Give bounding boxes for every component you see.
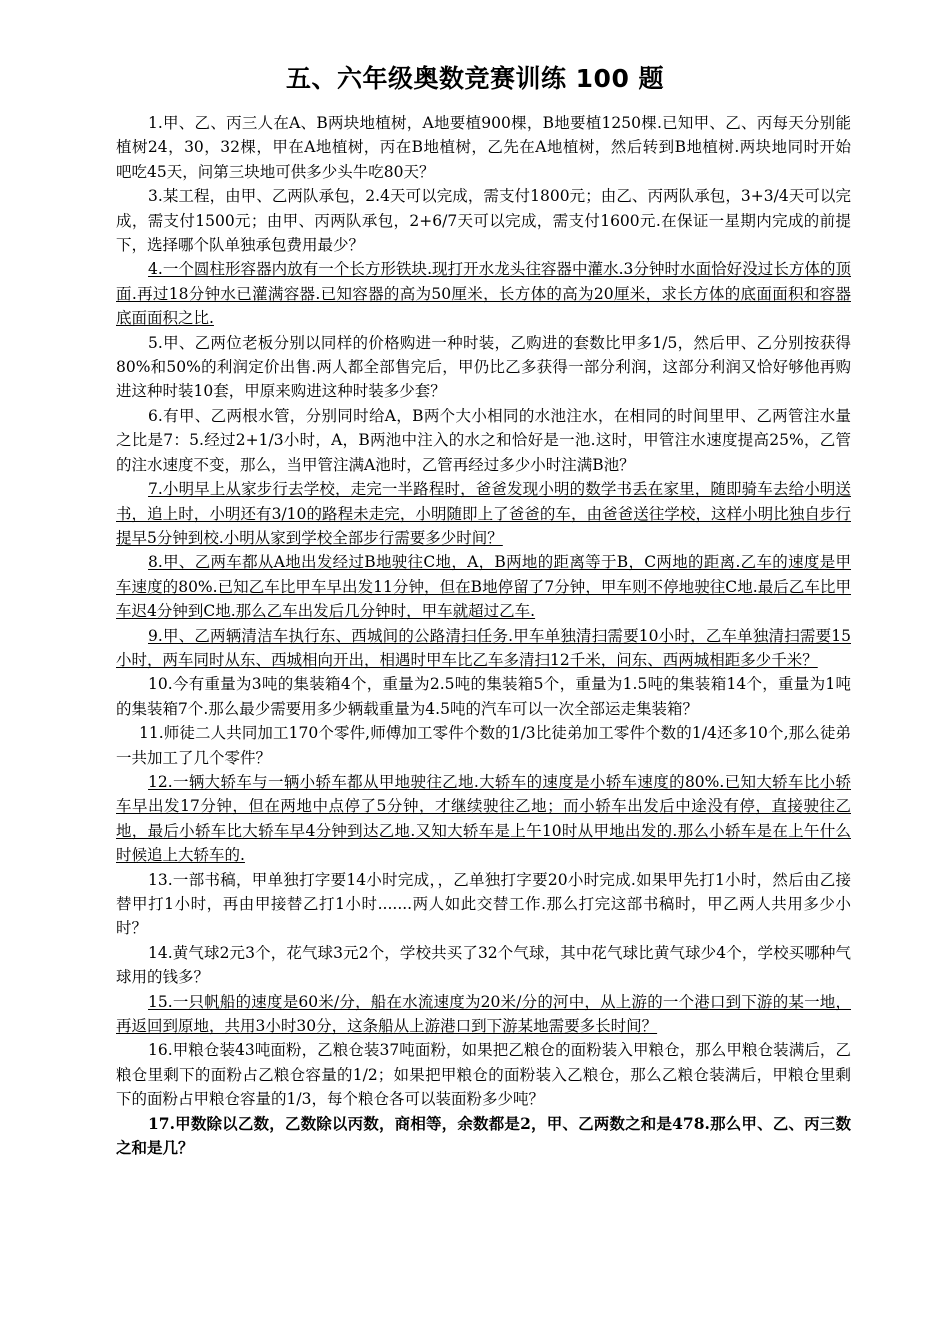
question-15-text: 15.一只帆船的速度是60米/分，船在水流速度为20米/分的河中，从上游的一个港口到下游的某一地，再返回到原地，共用3小时30分，这条船从上游港口到下游某地需要多长时间？ (116, 992, 851, 1036)
question-6-text: 6.有甲、乙两根水管，分别同时给A，B两个大小相同的水池注水，在相同的时间里甲、乙两管注水量之比是7：5.经过2+1/3小时，A，B两池中注入的水之和恰好是一池.这时，甲管注水速度提高25%，乙管的注水速度不变，那么，当甲管注满A池时，乙管再经过多少小时注满B池？ (116, 406, 851, 474)
question-9 (116, 624, 851, 673)
question-11-text: 11.师徒二人共同加工170个零件,师傅加工零件个数的1/3比徒弟加工零件个数的1/4还多10个,那么徒弟一共加工了几个零件？ (116, 724, 851, 767)
question-12 (116, 770, 851, 868)
question-17 (116, 1112, 851, 1161)
question-3 (116, 184, 851, 257)
question-16 (116, 1038, 851, 1111)
question-10-text: 10.今有重量为3吨的集装箱4个，重量为2.5吨的集装箱5个，重量为1.5吨的集装箱14个，重量为1吨的集装箱7个.那么最少需要用多少辆载重量为4.5吨的汽车可以一次全部运走集装箱？ (116, 675, 851, 718)
question-3-text: 3.某工程，由甲、乙两队承包，2.4天可以完成，需支付1800元；由乙、丙两队承包，3+3/4天可以完成，需支付1500元；由甲、丙两队承包，2+6/7天可以完成，需支付1600元.在保证一星期内完成的前提下，选择哪个队单独承包费用最少？ (116, 187, 851, 255)
document-title: 五、六年级奥数竞赛训练 100 题 (285, 64, 665, 93)
question-5-text: 5.甲、乙两位老板分别以同样的价格购进一种时装，乙购进的套数比甲多1/5，然后甲、乙分别按获得80%和50%的利润定价出售.两人都全部售完后，甲仍比乙多获得一部分利润，这部分利润又恰好够他再购进这种时装10套，甲原来购进这种时装多少套？ (116, 333, 851, 401)
question-8 (116, 550, 851, 623)
question-list (116, 111, 898, 1160)
question-1-text: 1.甲、乙、丙三人在A、B两块地植树，A地要植900棵，B地要植1250棵.已知甲、乙、丙每天分别能植树24，30，32棵，甲在A地植树，丙在B地植树，乙先在A地植树，然后转到B地植树.两块地同时开始 吧吃45天，问第三块地可供多少头牛吃80天？ (116, 114, 898, 181)
question-14 (116, 941, 851, 990)
question-8-text: 8.甲、乙两车都从A地出发经过B地驶往C地，A，B两地的距离等于B，C两地的距离.乙车的速度是甲车速度的80%.已知乙车比甲车早出发11分钟，但在B地停留了7分钟，甲车则不停地驶往C地.最后乙车比甲车迟4分钟到C地.那么乙车出发后几分钟时，甲车就超过乙车. (116, 553, 851, 621)
question-12-text: 12.一辆大轿车与一辆小轿车都从甲地驶往乙地.大轿车的速度是小轿车速度的80%.已知大轿车比小轿车早出发17分钟，但在两地中点停了5分钟，才继续驶往乙地；而小轿车出发后中途没有停，直接驶往乙地，最后小轿车比大轿车早4分钟到达乙地.又知大轿车是上午10时从甲地出发的.那么小轿车是在上午什么时候追上大轿车的. (116, 772, 851, 865)
question-4-text: 4.一个圆柱形容器内放有一个长方形铁块.现打开水龙头往容器中灌水.3分钟时水面恰好没过长方体的顶面.再过18分钟水已灌满容器.已知容器的高为50厘米，长方体的高为20厘米，求长方体的底面面积和容器底面面积之比. (116, 260, 851, 328)
question-11 (116, 721, 851, 770)
question-9-text: 9.甲、乙两辆清洁车执行东、西城间的公路清扫任务.甲车单独清扫需要10小时，乙车单独清扫需要15小时，两车同时从东、西城相向开出，相遇时甲车比乙车多清扫12千米，问东、西两城相距多少千米？ (116, 626, 851, 669)
question-7-text: 7.小明早上从家步行去学校，走完一半路程时，爸爸发现小明的数学书丢在家里，随即骑车去给小明送书，追上时，小明还有3/10的路程未走完，小明随即上了爸爸的车，由爸爸送往学校，这样小明比独自步行提早5分钟到校.小明从家到学校全部步行需要多少时间？ (116, 480, 851, 547)
question-13-text: 13.一部书稿，甲单独打字要14小时完成，，乙单独打字要20小时完成.如果甲先打1小时，然后由乙接替甲打1小时，再由甲接替乙打1小时.......两人如此交替工作.那么打完这部书稿时，甲乙两人共用多少小时？ (116, 870, 851, 938)
question-10 (116, 672, 851, 721)
question-4 (116, 257, 851, 330)
question-14-text: 14.黄气球2元3个，花气球3元2个，学校共买了32个气球，其中花气球比黄气球少4个，学校买哪种气球用的钱多？ (116, 943, 851, 987)
question-1 (116, 111, 898, 184)
question-7 (116, 477, 851, 550)
question-5 (116, 331, 851, 404)
question-15 (116, 990, 851, 1039)
question-13 (116, 868, 851, 941)
question-16-text: 16.甲粮仓装43吨面粉，乙粮仓装37吨面粉，如果把乙粮仓的面粉装入甲粮仓，那么甲粮仓装满后，乙粮仓里剩下的面粉占乙粮仓容量的1/2；如果把甲粮仓的面粉装入乙粮仓，那么乙粮仓装满后，甲粮仓里剩下的面粉占甲粮仓容量的1/3，每个粮仓各可以装面粉多少吨？ (116, 1041, 851, 1109)
question-6 (116, 404, 851, 477)
question-17-text: 17.甲数除以乙数，乙数除以丙数，商相等，余数都是2，甲、乙两数之和是478.那么甲、乙、丙三数之和是几？ (116, 1113, 851, 1158)
